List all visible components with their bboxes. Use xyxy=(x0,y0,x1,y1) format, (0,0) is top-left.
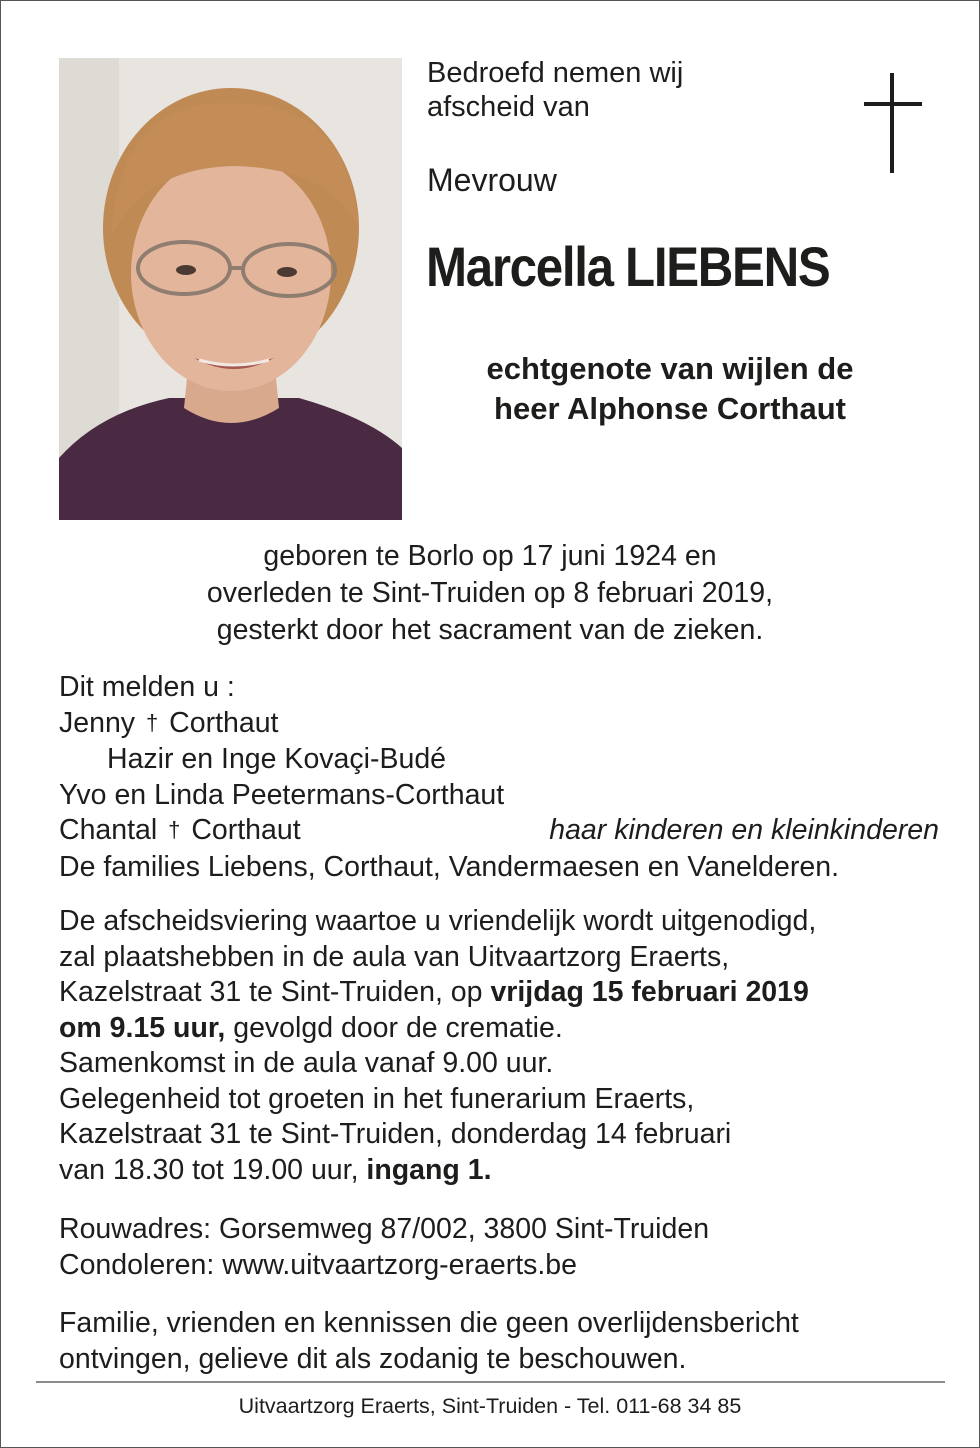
family-member-hazir: Hazir en Inge Kovaçi-Budé xyxy=(107,743,447,775)
note-line-2: ontvingen, gelieve dit als zodanig te beschouwen. xyxy=(59,1342,687,1375)
family-caption: haar kinderen en kleinkinderen xyxy=(549,814,939,846)
service-line-2: zal plaatshebben in de aula van Uitvaartzorg Eraerts, xyxy=(59,940,730,973)
service-date: vrijdag 15 februari 2019 xyxy=(490,976,809,1008)
intro-line-2: afscheid van xyxy=(427,91,590,123)
intro-line-1: Bedroefd nemen wij xyxy=(427,57,684,89)
intro-text xyxy=(427,56,847,124)
service-time: om 9.15 uur, xyxy=(59,1011,226,1044)
service-line-6: Gelegenheid tot groeten in het funerarium Eraerts, xyxy=(59,1082,695,1115)
family-intro: Dit melden u : xyxy=(59,671,235,703)
closing-note xyxy=(59,1306,799,1377)
dagger-icon: † xyxy=(145,709,159,735)
family-member-jenny: Jenny † Corthaut xyxy=(59,706,279,739)
spouse-text xyxy=(430,349,910,429)
service-line-8: van 18.30 tot 19.00 uur, ingang 1. xyxy=(59,1153,492,1186)
footer-text: Uitvaartzorg Eraerts, Sint-Truiden - Tel. 011-68 34 85 xyxy=(238,1394,742,1418)
spouse-line-1: echtgenote van wijlen de xyxy=(486,351,854,386)
family-member-chantal: Chantal † Corthaut haar kinderen en kleinkinderen xyxy=(59,813,939,850)
service-line-5: Samenkomst in de aula vanaf 9.00 uur. xyxy=(59,1047,554,1079)
family-member-yvo: Yvo en Linda Peetermans-Corthaut xyxy=(59,778,505,811)
service-entrance: ingang 1. xyxy=(366,1153,492,1186)
life-line-3: gesterkt door het sacrament van de zieken. xyxy=(216,614,764,646)
dagger-icon: † xyxy=(168,817,181,842)
mourning-address: Rouwadres: Gorsemweg 87/002, 3800 Sint-Truiden xyxy=(59,1213,710,1245)
deceased-name: Marcella LIEBENS xyxy=(426,235,830,298)
service-line-7: Kazelstraat 31 te Sint-Truiden, donderdag 14 februari xyxy=(59,1118,732,1150)
condolences-link[interactable]: Condoleren: www.uitvaartzorg-eraerts.be xyxy=(59,1248,577,1281)
service-line-1: De afscheidsviering waartoe u vriendelijk wordt uitgenodigd, xyxy=(59,905,817,937)
life-dates xyxy=(0,538,980,649)
contact-info xyxy=(59,1212,709,1283)
footer-divider xyxy=(36,1381,945,1383)
spouse-line-2: heer Alphonse Corthaut xyxy=(494,391,846,426)
note-line-1: Familie, vrienden en kennissen die geen overlijdensbericht xyxy=(59,1307,799,1339)
service-line-3: Kazelstraat 31 te Sint-Truiden, op vrijdag 15 februari 2019 xyxy=(59,976,809,1008)
family-list xyxy=(59,670,939,885)
title-prefix: Mevrouw xyxy=(427,162,557,198)
life-line-2: overleden te Sint-Truiden op 8 februari 2019, xyxy=(206,577,774,609)
portrait-illustration xyxy=(59,58,402,520)
family-families: De families Liebens, Corthaut, Vandermaesen en Vanelderen. xyxy=(59,850,839,883)
service-line-4: om 9.15 uur, gevolgd door de crematie. xyxy=(59,1011,563,1044)
cross-icon xyxy=(864,73,922,173)
service-details xyxy=(59,904,816,1188)
portrait-photo xyxy=(59,58,402,520)
life-line-1: geboren te Borlo op 17 juni 1924 en xyxy=(263,540,717,572)
